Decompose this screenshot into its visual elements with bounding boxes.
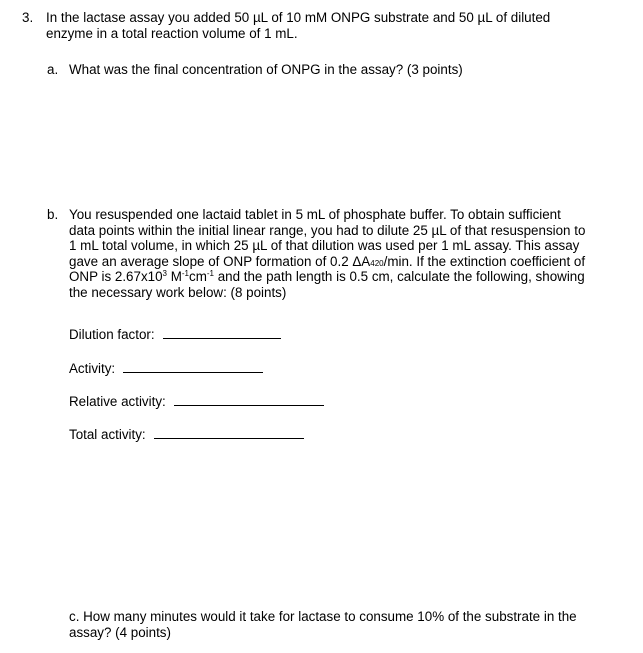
question-3-text bbox=[46, 10, 606, 41]
part-c-line-1: c. How many minutes would it take for lactase to consume 10% of the substrate in the bbox=[69, 609, 577, 624]
total-activity-field bbox=[69, 427, 304, 443]
total-activity-label: Total activity: bbox=[69, 427, 146, 442]
absorbance-subscript: 420 bbox=[370, 258, 384, 268]
part-b-line-5 bbox=[69, 269, 627, 285]
part-a-question: What was the final concentration of ONPG in the assay? (3 points) bbox=[69, 62, 463, 77]
exponent-minus-1-cm: -1 bbox=[206, 269, 214, 279]
part-b-line-2: data points within the initial linear range, you had to dilute 25 µL of that resuspension to bbox=[69, 222, 586, 238]
relative-activity-blank[interactable] bbox=[174, 404, 324, 406]
path-length-text: and the path length is 0.5 cm, calculate the following, showing bbox=[213, 269, 585, 285]
relative-activity-label: Relative activity: bbox=[69, 394, 166, 409]
part-c bbox=[69, 609, 629, 640]
part-b-line-3: 1 mL total volume, in which 25 µL of that dilution was used per 1 mL assay. This assay bbox=[69, 238, 580, 254]
dilution-factor-field bbox=[69, 327, 281, 343]
molar-unit: M bbox=[167, 269, 182, 285]
cm-unit: cm bbox=[189, 269, 207, 285]
slope-text-end: /min. If the extinction coefficient of bbox=[383, 253, 586, 269]
question-3-line-2: enzyme in a total reaction volume of 1 mL. bbox=[46, 25, 298, 41]
part-b-label: b. bbox=[47, 207, 59, 222]
dilution-factor-label: Dilution factor: bbox=[69, 327, 155, 342]
exponent-minus-1-molar: -1 bbox=[181, 269, 189, 279]
question-3-line-1: In the lactase assay you added 50 µL of 10 mM ONPG substrate and 50 µL of diluted bbox=[46, 10, 551, 25]
activity-field bbox=[69, 361, 263, 377]
part-b-question bbox=[69, 207, 627, 301]
total-activity-blank[interactable] bbox=[154, 437, 304, 439]
part-b-line-1: You resuspended one lactaid tablet in 5 mL of phosphate buffer. To obtain sufficient bbox=[69, 207, 561, 222]
question-number: 3. bbox=[22, 10, 34, 25]
dilution-factor-blank[interactable] bbox=[163, 337, 281, 339]
extinction-text: ONP is 2.67x10 bbox=[69, 269, 163, 285]
part-b-line-6: the necessary work below: (8 points) bbox=[69, 284, 287, 300]
part-a-label: a. bbox=[47, 62, 59, 77]
part-b-line-4 bbox=[69, 254, 627, 270]
part-c-line-2: assay? (4 points) bbox=[69, 624, 171, 640]
exponent-3: 3 bbox=[162, 269, 167, 279]
relative-activity-field bbox=[69, 394, 324, 410]
activity-label: Activity: bbox=[69, 361, 116, 376]
slope-text: gave an average slope of ONP formation of 0.2 ΔA bbox=[69, 253, 371, 269]
activity-blank[interactable] bbox=[123, 371, 263, 373]
